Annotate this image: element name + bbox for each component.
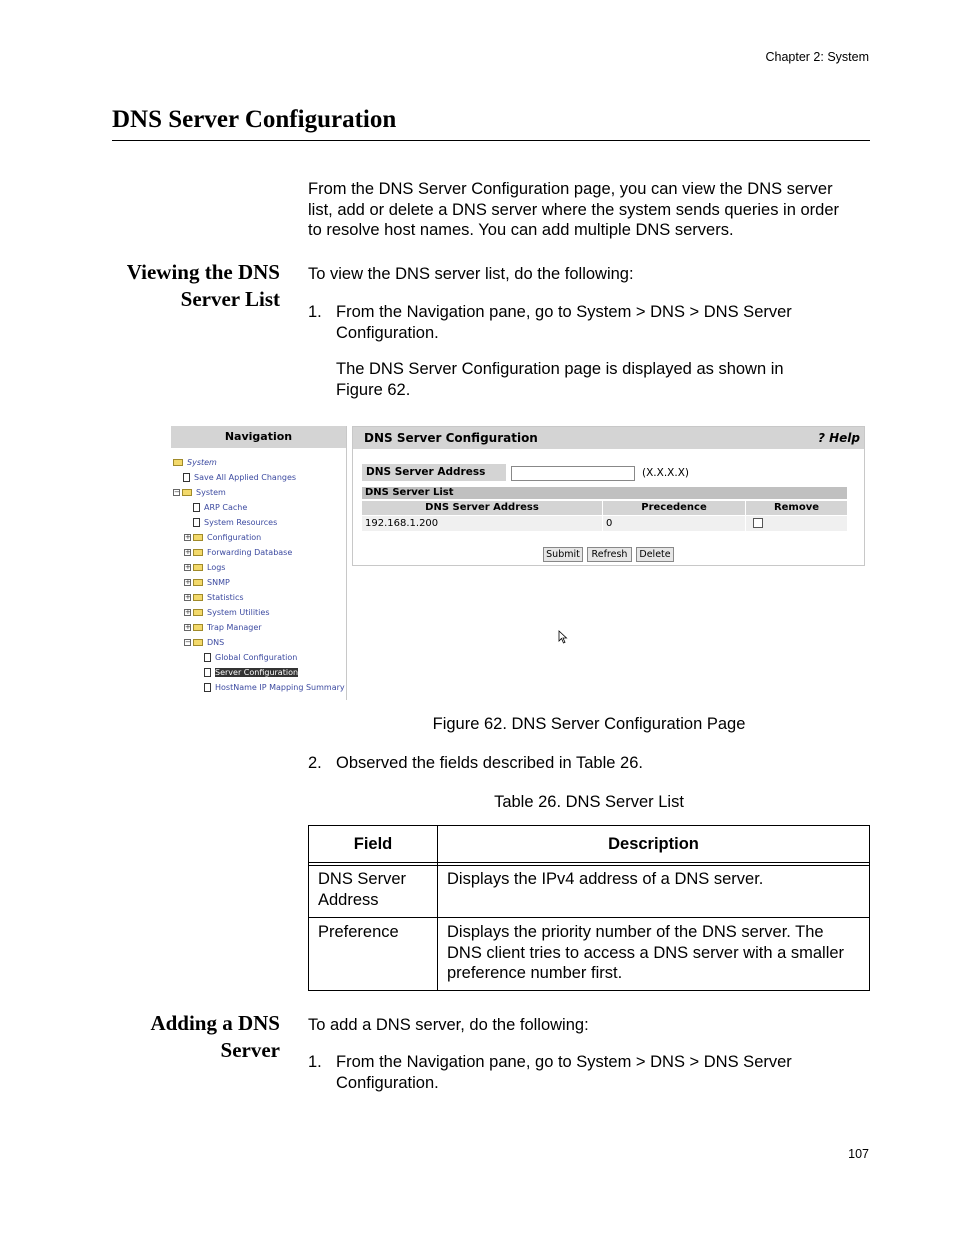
folder-open-icon [193, 639, 203, 646]
table-row-2-field: Preference [318, 923, 399, 941]
chapter-header: Chapter 2: System [765, 50, 869, 64]
page-icon [183, 473, 190, 482]
page-icon [193, 518, 200, 527]
tree-item-system-resources[interactable]: System Resources [193, 516, 277, 530]
section-heading-viewing: Viewing the DNS Server List [126, 260, 280, 311]
expand-icon[interactable]: + [185, 608, 191, 616]
expand-icon[interactable]: + [185, 623, 191, 631]
folder-icon [193, 624, 203, 631]
expand-icon[interactable]: + [185, 533, 191, 541]
row-address: 192.168.1.200 [362, 516, 602, 531]
mouse-cursor-icon [558, 630, 568, 644]
tree-item-forwarding-database[interactable]: + Forwarding Database [185, 548, 293, 557]
tree-item-dns[interactable]: − DNS [185, 638, 225, 647]
figure-screenshot [171, 426, 865, 700]
viewing-step-1: From the Navigation pane, go to System > DNS > DNS Server Configuration. [336, 303, 792, 342]
page-title: DNS Server Configuration [112, 106, 397, 133]
tree-item-global-configuration[interactable]: Global Configuration [204, 651, 297, 665]
row-remove-cell [746, 516, 847, 531]
folder-icon [193, 564, 203, 571]
folder-icon [173, 459, 183, 466]
column-header-address: DNS Server Address [362, 501, 602, 515]
page-icon [204, 668, 211, 677]
tree-item-system-root[interactable]: System [173, 456, 217, 470]
collapse-icon[interactable]: − [174, 488, 180, 496]
page-number: 107 [848, 1147, 869, 1161]
tree-item-snmp[interactable]: + SNMP [185, 578, 230, 587]
remove-checkbox[interactable] [753, 518, 763, 528]
table-header-field: Field [353, 835, 393, 853]
dns-address-input[interactable] [511, 466, 635, 481]
table-caption: Table 26. DNS Server List [494, 793, 684, 811]
collapse-icon[interactable]: − [185, 638, 191, 646]
title-rule [112, 140, 870, 141]
adding-step-1: From the Navigation pane, go to System > DNS > DNS Server Configuration. [336, 1053, 792, 1092]
figure-caption: Figure 62. DNS Server Configuration Page [432, 715, 746, 733]
table-row-1-description: Displays the IPv4 address of a DNS server. [447, 870, 764, 888]
tree-item-hostname-mapping[interactable]: HostName IP Mapping Summary [204, 681, 345, 695]
expand-icon[interactable]: + [185, 563, 191, 571]
refresh-button[interactable]: Refresh [587, 547, 632, 562]
adding-lead: To add a DNS server, do the following: [308, 1016, 589, 1034]
expand-icon[interactable]: + [185, 548, 191, 556]
viewing-step-1-note: The DNS Server Configuration page is displayed as shown in Figure 62. [336, 360, 784, 399]
folder-icon [193, 609, 203, 616]
delete-button[interactable]: Delete [636, 547, 674, 562]
table-row-1-field: DNS Server Address [318, 870, 407, 909]
tree-item-trap-manager[interactable]: + Trap Manager [185, 623, 262, 632]
navigation-title: Navigation [171, 426, 346, 448]
expand-icon[interactable]: + [185, 593, 191, 601]
intro-paragraph: From the DNS Server Configuration page, you can view the DNS server list, add or delete a DNS server where the system sends queries in order to resolve host names. You can add multiple DNS servers. [308, 180, 839, 239]
row-precedence: 0 [603, 516, 745, 531]
tree-item-configuration[interactable]: + Configuration [185, 533, 262, 542]
tree-item-save-changes[interactable]: Save All Applied Changes [183, 471, 296, 485]
viewing-step-2: Observed the fields described in Table 26. [336, 754, 643, 772]
column-header-precedence: Precedence [603, 501, 745, 515]
folder-icon [193, 534, 203, 541]
table-row-2-description: Displays the priority number of the DNS server. The DNS client tries to access a DNS server with a smaller preference number first. [447, 923, 845, 982]
tree-item-system[interactable]: − System [174, 488, 226, 497]
submit-button[interactable]: Submit [543, 547, 583, 562]
table-header-rule [309, 865, 869, 866]
page-icon [193, 503, 200, 512]
viewing-lead: To view the DNS server list, do the following: [308, 265, 634, 283]
column-header-remove: Remove [746, 501, 847, 515]
table-row-divider [309, 917, 869, 918]
table-header-description: Description [608, 835, 699, 853]
step-number: 1. [308, 1053, 322, 1071]
section-heading-adding: Adding a DNS Server [150, 1011, 280, 1062]
dns-address-label: DNS Server Address [362, 464, 506, 481]
tree-item-arp-cache[interactable]: ARP Cache [193, 501, 247, 515]
step-number: 2. [308, 754, 322, 772]
folder-icon [193, 579, 203, 586]
folder-icon [193, 549, 203, 556]
step-number: 1. [308, 303, 322, 321]
folder-open-icon [182, 489, 192, 496]
tree-item-logs[interactable]: + Logs [185, 563, 226, 572]
navigation-pane [171, 426, 347, 700]
folder-icon [193, 594, 203, 601]
page-icon [204, 653, 211, 662]
expand-icon[interactable]: + [185, 578, 191, 586]
panel-title: DNS Server Configuration ? Help [353, 427, 864, 449]
dns-address-hint: (X.X.X.X) [642, 467, 689, 479]
dns-config-panel [352, 426, 865, 566]
tree-item-system-utilities[interactable]: + System Utilities [185, 608, 270, 617]
dns-list-title: DNS Server List [362, 487, 847, 499]
tree-item-statistics[interactable]: + Statistics [185, 593, 244, 602]
page-icon [204, 683, 211, 692]
tree-item-server-configuration[interactable]: Server Configuration [204, 666, 298, 680]
dns-server-list-table [308, 825, 870, 991]
help-link[interactable]: ? Help [817, 431, 860, 445]
